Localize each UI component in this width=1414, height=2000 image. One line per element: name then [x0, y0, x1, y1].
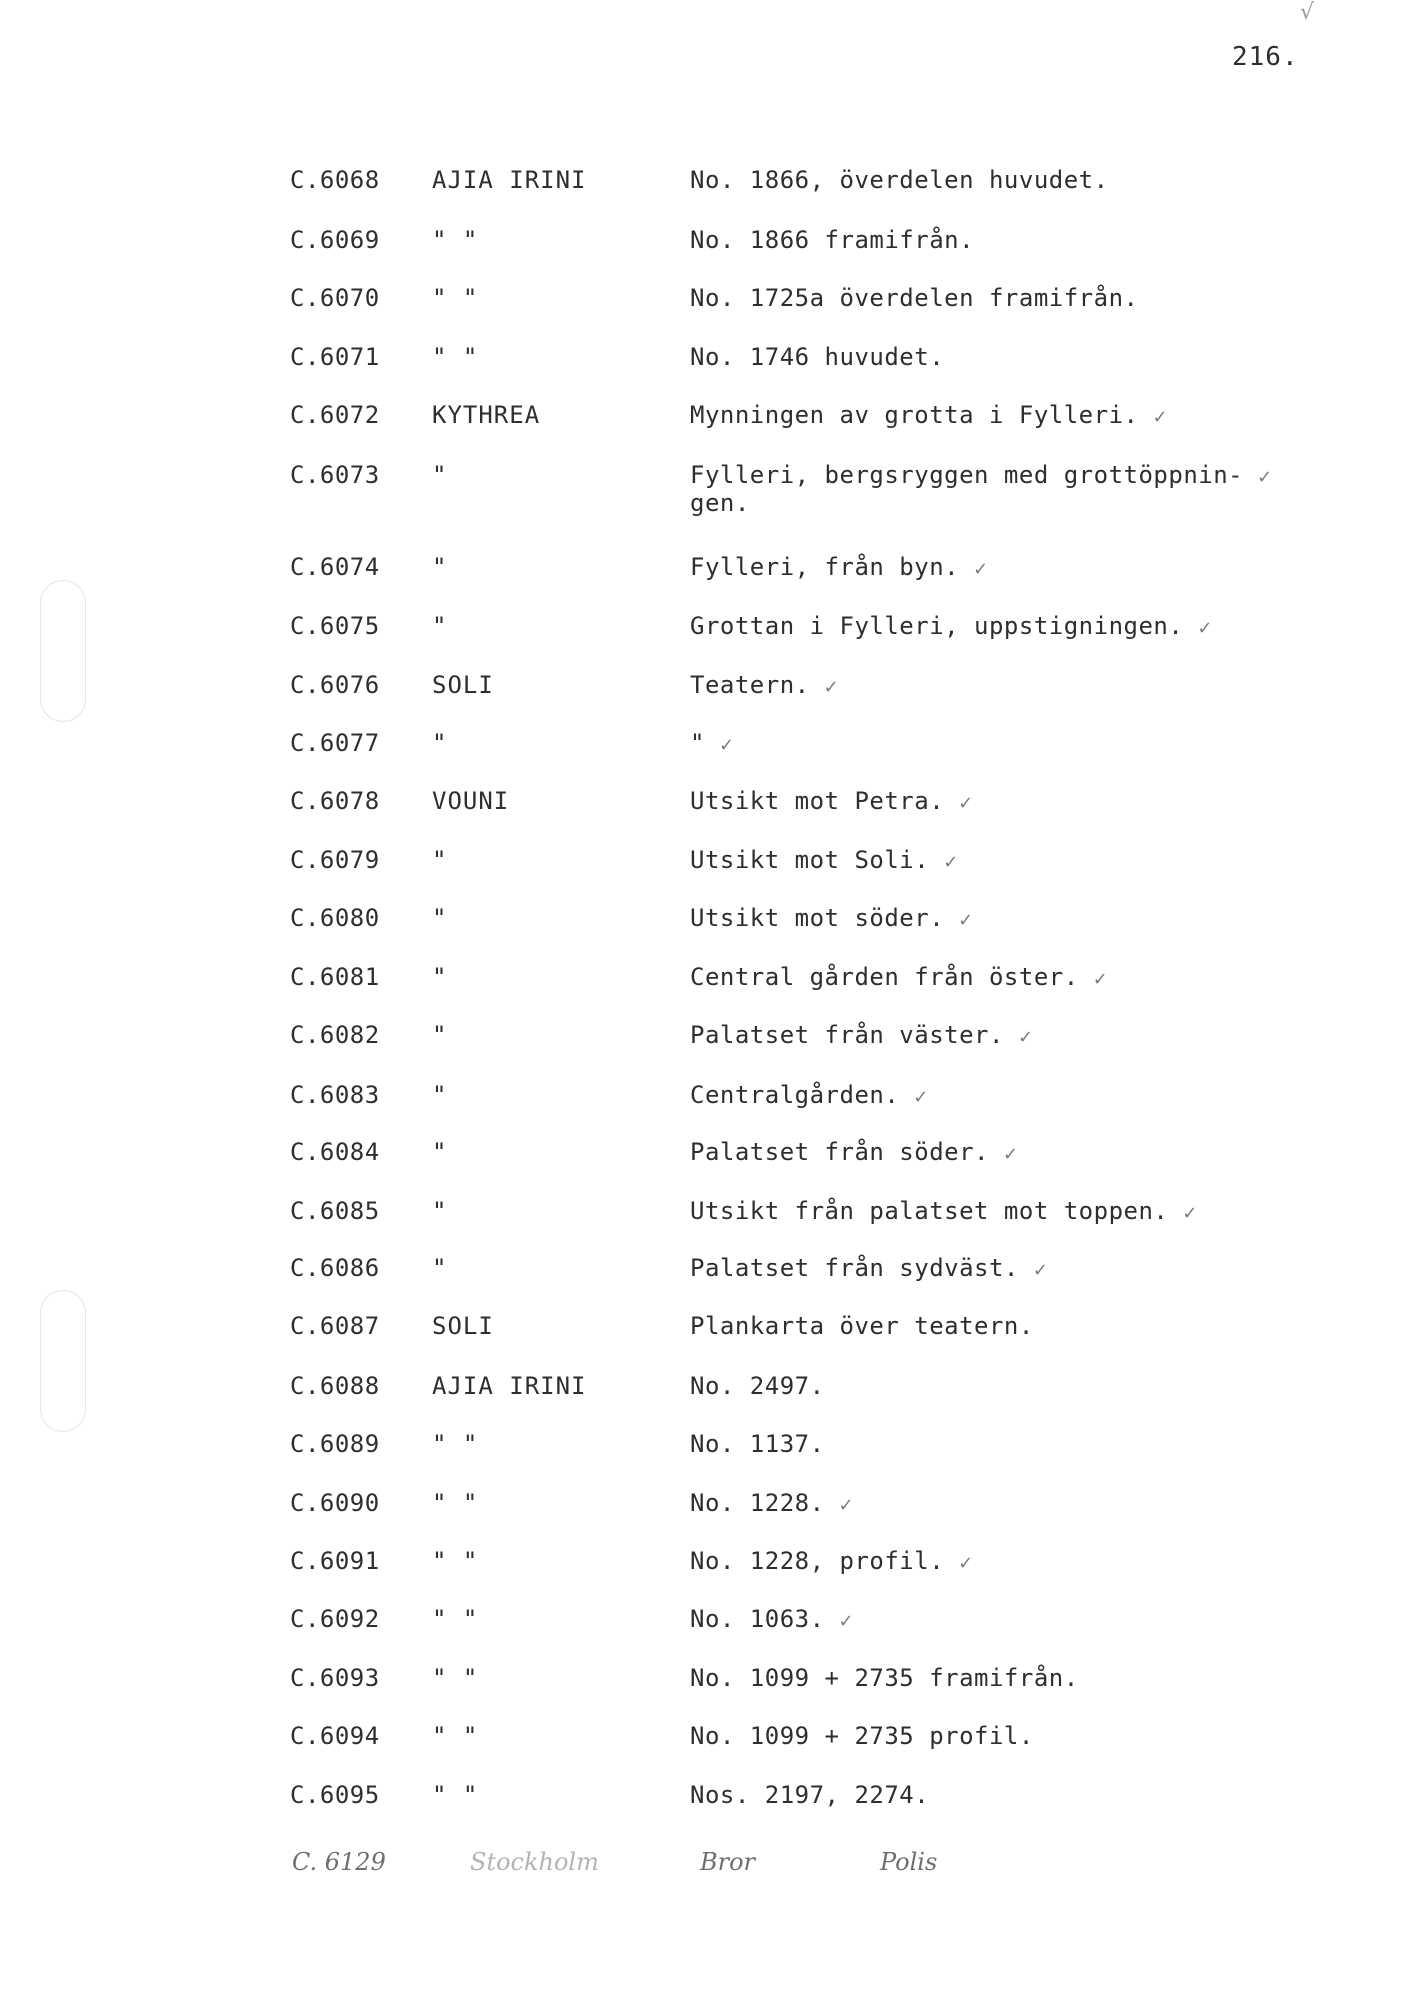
table-row [0, 342, 1414, 382]
photo-description [690, 845, 959, 878]
table-row [0, 1371, 1414, 1411]
site-name: " [432, 904, 448, 932]
site-name: VOUNI [432, 787, 510, 815]
photo-description [690, 1253, 1048, 1286]
photo-description [690, 342, 944, 372]
site-name: " " [432, 1781, 479, 1809]
description-text: " [690, 729, 705, 757]
site-name: AJIA IRINI [432, 1372, 587, 1400]
catalog-code: C.6068 [290, 166, 380, 194]
description-text: Teatern. [690, 671, 810, 699]
catalog-code: C.6084 [290, 1138, 380, 1166]
table-row [0, 1429, 1414, 1469]
catalog-code: C.6091 [290, 1547, 380, 1575]
corner-check-mark: √ [1300, 0, 1315, 25]
photo-description [690, 552, 989, 585]
catalog-code: C.6086 [290, 1254, 380, 1282]
photo-description [690, 786, 974, 819]
photo-description [690, 1721, 1034, 1751]
description-text: Grottan i Fylleri, uppstigningen. [690, 612, 1184, 640]
description-text: Utsikt mot Petra. [690, 787, 945, 815]
check-mark-icon: ✓ [1152, 407, 1169, 428]
handwritten-note: Polis [880, 1848, 938, 1876]
check-mark-icon: ✓ [1017, 1027, 1034, 1048]
table-row [0, 165, 1414, 205]
catalog-code: C.6088 [290, 1372, 380, 1400]
check-mark-icon: ✓ [1032, 1260, 1049, 1281]
site-name: " [432, 1081, 448, 1109]
catalog-code: C.6075 [290, 612, 380, 640]
description-text: No. 1866, överdelen huvudet. [690, 166, 1109, 194]
description-text: No. 1137. [690, 1430, 825, 1458]
photo-description [690, 1780, 929, 1810]
table-row [0, 1080, 1414, 1120]
photo-description [690, 728, 735, 761]
table-row [0, 400, 1414, 440]
site-name: AJIA IRINI [432, 166, 587, 194]
photo-description [690, 962, 1108, 995]
site-name: " " [432, 1605, 479, 1633]
site-name: " [432, 1197, 448, 1225]
check-mark-icon: ✓ [718, 735, 735, 756]
table-row [0, 1780, 1414, 1820]
catalog-code: C.6087 [290, 1312, 380, 1340]
description-continuation: gen. [690, 489, 750, 517]
check-mark-icon: ✓ [838, 1611, 855, 1632]
table-row [0, 903, 1414, 943]
table-row [0, 962, 1414, 1002]
table-row [0, 1604, 1414, 1644]
check-mark-icon: ✓ [943, 852, 959, 873]
description-text: No. 1228. [690, 1489, 825, 1517]
check-mark-icon: ✓ [958, 910, 974, 931]
handwritten-note: Bror [700, 1848, 756, 1876]
site-name: " [432, 1138, 448, 1166]
table-row [0, 845, 1414, 885]
photo-description [690, 283, 1138, 313]
check-mark-icon: ✓ [838, 1495, 855, 1516]
table-row [0, 728, 1414, 768]
table-row [0, 283, 1414, 323]
description-text: Palatset från sydväst. [690, 1254, 1019, 1282]
description-text: Centralgården. [690, 1081, 900, 1109]
photo-description [690, 1371, 825, 1401]
catalog-code: C.6083 [290, 1081, 380, 1109]
description-text: Fylleri, från byn. [690, 553, 960, 581]
page-number: 216. [1232, 42, 1299, 72]
table-row [0, 1196, 1414, 1236]
site-name: SOLI [432, 671, 494, 699]
description-text: No. 1063. [690, 1605, 825, 1633]
table-row [0, 460, 1414, 517]
description-text: Nos. 2197, 2274. [690, 1781, 930, 1809]
catalog-code: C.6085 [290, 1197, 380, 1225]
site-name: " " [432, 284, 479, 312]
description-text: Fylleri, bergsryggen med grottöppnin- [690, 461, 1244, 489]
catalog-code: C.6090 [290, 1489, 380, 1517]
table-row [0, 1488, 1414, 1528]
handwritten-code: C. 6129 [292, 1848, 386, 1876]
check-mark-icon: ✓ [958, 793, 974, 814]
check-mark-icon: ✓ [1197, 618, 1213, 639]
description-text: No. 1746 huvudet. [690, 343, 945, 371]
site-name: " " [432, 1547, 479, 1575]
photo-description [690, 611, 1213, 644]
site-name: " [432, 1021, 448, 1049]
site-name: " " [432, 1664, 479, 1692]
description-text: Palatset från söder. [690, 1138, 989, 1166]
photo-description [690, 1137, 1019, 1170]
catalog-code: C.6079 [290, 846, 380, 874]
catalog-code: C.6069 [290, 226, 380, 254]
table-row [0, 552, 1414, 592]
table-row [0, 225, 1414, 265]
site-name: " [432, 461, 448, 489]
catalog-code: C.6089 [290, 1430, 380, 1458]
photo-description [690, 400, 1168, 433]
description-text: No. 1228, profil. [690, 1547, 945, 1575]
check-mark-icon: ✓ [1002, 1144, 1019, 1165]
table-row [0, 1020, 1414, 1060]
check-mark-icon: ✓ [913, 1087, 929, 1108]
site-name: SOLI [432, 1312, 494, 1340]
site-name: " [432, 729, 448, 757]
photo-description [690, 1604, 854, 1637]
catalog-code: C.6071 [290, 343, 380, 371]
site-name: " [432, 612, 448, 640]
catalog-code: C.6078 [290, 787, 380, 815]
site-name: " [432, 963, 448, 991]
photo-description [690, 1663, 1079, 1693]
site-name: " " [432, 226, 479, 254]
catalog-code: C.6093 [290, 1664, 380, 1692]
check-mark-icon: ✓ [1092, 969, 1109, 990]
check-mark-icon: ✓ [973, 559, 989, 580]
catalog-code: C.6095 [290, 1781, 380, 1809]
table-row [0, 1546, 1414, 1586]
site-name: " " [432, 1722, 479, 1750]
photo-description [690, 1429, 825, 1459]
photo-description [690, 1080, 929, 1113]
table-row [0, 611, 1414, 651]
check-mark-icon: ✓ [823, 677, 840, 698]
site-name: " [432, 846, 448, 874]
table-row [0, 1253, 1414, 1293]
catalog-code: C.6092 [290, 1605, 380, 1633]
site-name: " [432, 1254, 448, 1282]
check-mark-icon: ✓ [958, 1553, 974, 1574]
photo-description [690, 1311, 1034, 1341]
photo-description [690, 670, 839, 703]
photo-description [690, 460, 1273, 493]
table-row [0, 1137, 1414, 1177]
catalog-code: C.6073 [290, 461, 380, 489]
description-text: Palatset från väster. [690, 1021, 1004, 1049]
description-text: No. 1099 + 2735 framifrån. [690, 1664, 1079, 1692]
site-name: " [432, 553, 448, 581]
site-name: " " [432, 343, 479, 371]
catalog-code: C.6074 [290, 553, 380, 581]
photo-description [690, 1020, 1034, 1053]
photo-description [690, 225, 974, 255]
site-name: KYTHREA [432, 401, 541, 429]
table-row [0, 1663, 1414, 1703]
table-row [0, 670, 1414, 710]
table-row [0, 1311, 1414, 1351]
description-text: Utsikt mot Soli. [690, 846, 930, 874]
photo-description [690, 1546, 974, 1579]
description-text: No. 1099 + 2735 profil. [690, 1722, 1034, 1750]
description-text: Utsikt från palatset mot toppen. [690, 1197, 1169, 1225]
catalog-code: C.6081 [290, 963, 380, 991]
description-text: No. 1866 framifrån. [690, 226, 975, 254]
site-name: " " [432, 1489, 479, 1517]
description-text: Utsikt mot söder. [690, 904, 945, 932]
catalog-code: C.6076 [290, 671, 380, 699]
photo-description [690, 165, 1109, 195]
catalog-code: C.6080 [290, 904, 380, 932]
catalog-code: C.6072 [290, 401, 380, 429]
photo-description [690, 903, 974, 936]
description-text: Mynningen av grotta i Fylleri. [690, 401, 1139, 429]
check-mark-icon: ✓ [1257, 467, 1273, 488]
table-row [0, 786, 1414, 826]
check-mark-icon: ✓ [1182, 1203, 1198, 1224]
photo-description [690, 1196, 1198, 1229]
site-name: " " [432, 1430, 479, 1458]
catalog-code: C.6077 [290, 729, 380, 757]
description-text: Plankarta över teatern. [690, 1312, 1034, 1340]
handwritten-note: Stockholm [470, 1848, 599, 1876]
description-text: No. 2497. [690, 1372, 825, 1400]
description-text: Central gården från öster. [690, 963, 1079, 991]
catalog-code: C.6070 [290, 284, 380, 312]
description-text: No. 1725a överdelen framifrån. [690, 284, 1139, 312]
table-row [0, 1721, 1414, 1761]
photo-description [690, 1488, 854, 1521]
catalog-code: C.6094 [290, 1722, 380, 1750]
catalog-code: C.6082 [290, 1021, 380, 1049]
